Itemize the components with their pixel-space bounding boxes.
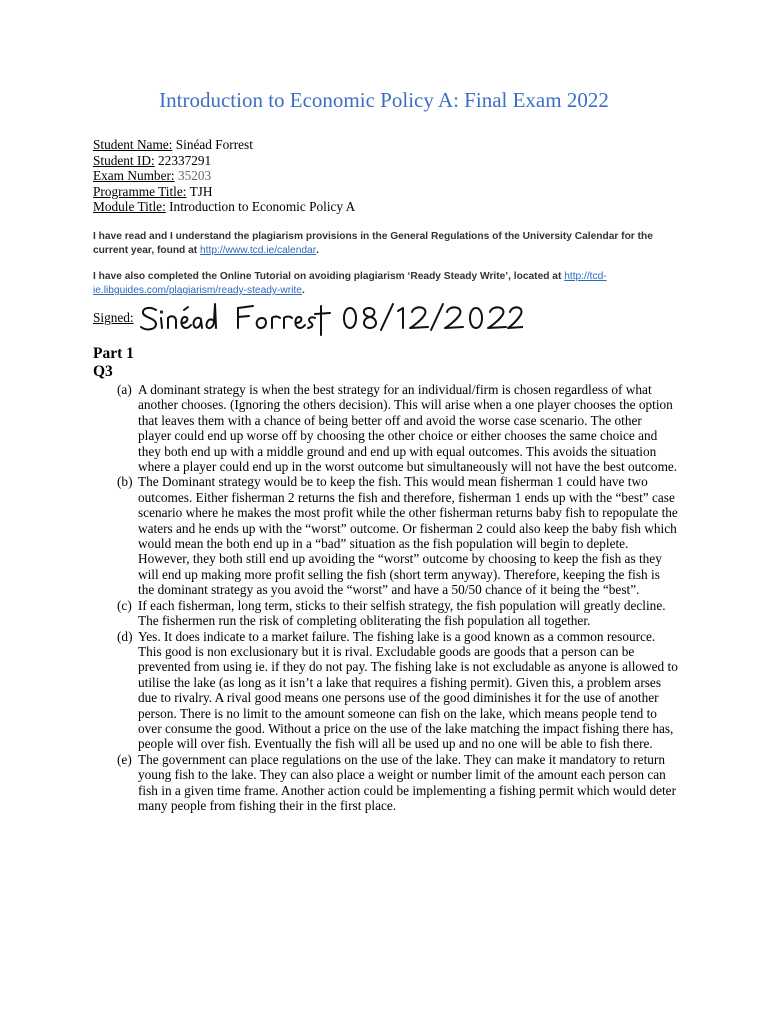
answer-text: The Dominant strategy would be to keep the fish. This would mean fisherman 1 could have two outcomes. Either fisherman 2 returns the fish and therefore, fisherman 1 ends up with the “best” case scenario where he makes the most profit while the other fisherman returns baby fish to repopulate the waters and he ends up with the “worst” outcome. Or fisherman 2 could also keep the baby fish which would mean the both end up in a “bad” situation as the fish population will begin to deplete. However, they both still end up avoiding the “worst” outcome by choosing to keep the fish as they will end up making more profit selling the fish (short term anyway). Therefore, keeping the fish is the dominant strategy as you avoid the “worst” and have a 50/50 chance of it being the “best”. bbox=[138, 474, 678, 598]
answer-item-c bbox=[113, 598, 678, 629]
tutorial-declaration bbox=[93, 270, 663, 298]
answer-marker: (c) bbox=[117, 597, 132, 613]
student-details bbox=[93, 137, 355, 215]
part-heading: Part 1 bbox=[93, 345, 134, 362]
tutorial-text: I have also completed the Online Tutorial on avoiding plagiarism ‘Ready Steady Write’, located at bbox=[93, 271, 562, 282]
question-heading: Q3 bbox=[93, 363, 113, 380]
page-title: Introduction to Economic Policy A: Final Exam 2022 bbox=[159, 88, 609, 112]
student-name-value: Sinéad Forrest bbox=[175, 137, 253, 152]
signed-label: Signed: bbox=[93, 310, 134, 325]
answer-item-a bbox=[113, 382, 678, 474]
module-title-row bbox=[93, 199, 355, 215]
exam-number-row bbox=[93, 168, 355, 184]
module-title-value: Introduction to Economic Policy A bbox=[169, 199, 356, 215]
plagiarism-declaration bbox=[93, 230, 663, 258]
exam-number-label: Exam Number: bbox=[93, 168, 175, 184]
signed-row bbox=[93, 310, 134, 326]
exam-number-value: 35203 bbox=[177, 168, 212, 184]
answer-marker: (a) bbox=[117, 382, 132, 397]
answer-item-e bbox=[113, 752, 678, 814]
student-name-row bbox=[93, 137, 355, 153]
answer-item-b bbox=[113, 474, 678, 597]
answer-marker: (e) bbox=[117, 751, 132, 767]
ready-steady-write-link[interactable]: http://tcd-ie.libguides.com/plagiarism/ready-steady-write bbox=[93, 271, 607, 296]
answer-marker: (d) bbox=[117, 628, 133, 644]
answer-text: A dominant strategy is when the best strategy for an individual/firm is chosen regardless of what another chooses. (Ignoring the others decision). This will arise when a one player chooses the option that leaves them with a chance of being better off and avoid the worse case scenario. The other player could end up worse off by choosing the other choice or either chooses the same choice and they both end up with a middle ground and end up with equal outcomes. This avoids the situation where a player could end up in the worst outcome but simultaneously will not have the best outcome. bbox=[138, 382, 678, 475]
student-id-row bbox=[93, 153, 355, 169]
programme-title-label: Programme Title: bbox=[93, 183, 187, 199]
answer-text: If each fisherman, long term, sticks to their selfish strategy, the fish population will greatly decline. The fishermen run the risk of completing obliterating the fish population all together. bbox=[138, 597, 666, 629]
programme-title-value: TJH bbox=[189, 183, 213, 199]
programme-title-row bbox=[93, 184, 355, 200]
handwritten-signature bbox=[138, 300, 523, 336]
student-id-value: 22337291 bbox=[158, 152, 212, 168]
plagiarism-period: . bbox=[316, 245, 319, 256]
module-title-label: Module Title: bbox=[93, 199, 166, 215]
answer-list bbox=[113, 382, 678, 813]
plagiarism-text: I have read and I understand the plagiarism provisions in the General Regulations of the University Calendar for the current year, found at bbox=[93, 231, 653, 256]
student-name-label: Student Name: bbox=[93, 137, 173, 152]
answer-text: Yes. It does indicate to a market failure. The fishing lake is a good known as a common resource. This good is non exclusionary but it is rival. Excludable goods are goods that a person can be prevented from using ie. if they do not pay. The fishing lake is not excludable as anyone is allowed to utilise the lake (as long as it isn’t a lake that requires a fishing permit). Given this, a problem arses due to rivalry. A rival good means one persons use of the good diminishes it for the use of another person. There is no limit to the amount someone can fish on the lake, which means people tend to over consume the good. Without a price on the use of the lake matching the impact fishing there has, people will over fish. Eventually the fish will all be used up and no one will be able to fish there. bbox=[138, 628, 678, 752]
answer-text: The government can place regulations on the use of the lake. They can make it mandatory to return young fish to the lake. They can also place a weight or number limit of the amount each person can fish in a given time frame. Another action could be implementing a fishing permit which would deter many people from fishing their in the first place. bbox=[138, 751, 677, 813]
tutorial-period: . bbox=[301, 285, 305, 296]
calendar-link[interactable]: http://www.tcd.ie/calendar bbox=[200, 245, 317, 256]
student-id-label: Student ID: bbox=[93, 152, 155, 168]
answer-item-d bbox=[113, 629, 678, 752]
answer-marker: (b) bbox=[117, 474, 133, 490]
